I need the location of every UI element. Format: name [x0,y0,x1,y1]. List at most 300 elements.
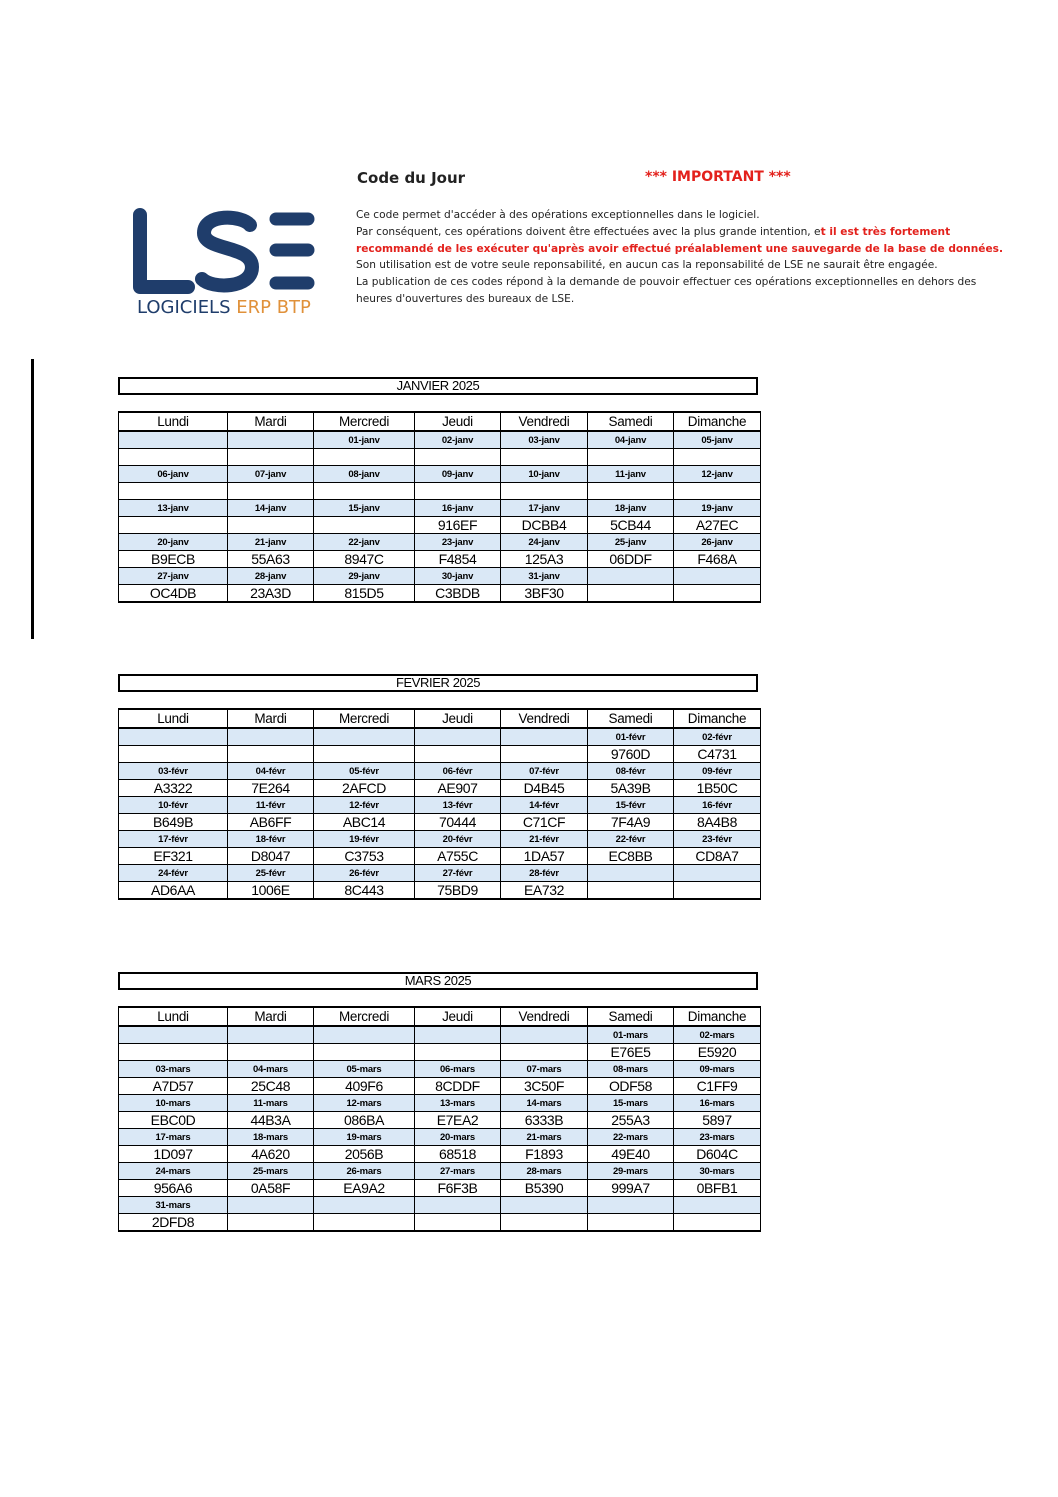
weekday-header-row [119,412,761,431]
code-cell [674,449,761,466]
date-cell: 28-mars [501,1163,588,1180]
date-cell [415,1197,501,1214]
code-cell: E5920 [674,1044,761,1061]
code-row [119,882,761,900]
date-cell: 22-mars [588,1129,674,1146]
date-cell: 07-mars [501,1061,588,1078]
date-cell: 16-janv [415,500,501,517]
weekday-header: Mardi [228,709,314,728]
date-row [119,534,761,551]
date-cell: 27-févr [415,865,501,882]
date-cell: 02-mars [674,1026,761,1044]
code-cell [588,483,674,500]
code-cell: 68518 [415,1146,501,1163]
code-cell: 086BA [314,1112,415,1129]
weekday-header: Jeudi [415,1007,501,1026]
date-cell: 15-mars [588,1095,674,1112]
margin-bar [31,359,34,639]
code-cell [501,746,588,763]
code-cell: A755C [415,848,501,865]
code-cell: AE907 [415,780,501,797]
notice-line-2-a: Par conséquent, ces opérations doivent être effectuées avec la plus grande intention, e [356,225,821,238]
code-cell: ODF58 [588,1078,674,1095]
code-cell: 7E264 [228,780,314,797]
code-cell: F6F3B [415,1180,501,1197]
date-cell: 09-janv [415,466,501,483]
code-cell [228,483,314,500]
code-cell: 255A3 [588,1112,674,1129]
code-cell: 06DDF [588,551,674,568]
date-cell: 10-mars [119,1095,228,1112]
code-cell: 916EF [415,517,501,534]
date-row [119,797,761,814]
notice-line-3: recommandé de les exécuter qu'après avoir effectué préalablement une sauvegarde de la base de données. [356,242,1003,255]
weekday-header: Lundi [119,1007,228,1026]
date-cell: 10-janv [501,466,588,483]
date-row [119,763,761,780]
date-cell: 03-févr [119,763,228,780]
date-cell: 03-janv [501,431,588,449]
date-row [119,500,761,517]
code-cell [501,1044,588,1061]
code-cell: C1FF9 [674,1078,761,1095]
code-cell: EF321 [119,848,228,865]
date-cell: 01-mars [588,1026,674,1044]
code-cell: 0BFB1 [674,1180,761,1197]
code-cell: 6333B [501,1112,588,1129]
code-cell [314,449,415,466]
date-cell: 27-mars [415,1163,501,1180]
code-cell: 70444 [415,814,501,831]
code-cell [228,517,314,534]
date-cell [674,865,761,882]
date-cell: 06-mars [415,1061,501,1078]
code-cell: 956A6 [119,1180,228,1197]
lse-logo-mark [132,207,332,297]
date-cell [501,1026,588,1044]
date-cell [314,1197,415,1214]
code-cell [415,483,501,500]
date-row [119,1129,761,1146]
code-cell: 4A620 [228,1146,314,1163]
code-cell: 3C50F [501,1078,588,1095]
date-cell: 19-mars [314,1129,415,1146]
code-cell: E76E5 [588,1044,674,1061]
code-cell: 1B50C [674,780,761,797]
date-cell: 29-mars [588,1163,674,1180]
code-cell: 25C48 [228,1078,314,1095]
date-cell: 19-févr [314,831,415,848]
weekday-header: Mercredi [314,1007,415,1026]
code-cell [674,585,761,603]
date-row [119,1095,761,1112]
month-title: FEVRIER 2025 [118,674,758,692]
code-cell: 8947C [314,551,415,568]
logo-subtitle-line2: ERP BTP [236,297,311,318]
date-cell: 31-janv [501,568,588,585]
code-cell: C4731 [674,746,761,763]
date-cell: 25-févr [228,865,314,882]
date-cell: 26-janv [674,534,761,551]
date-cell: 13-janv [119,500,228,517]
code-cell: F1893 [501,1146,588,1163]
date-cell: 11-mars [228,1095,314,1112]
calendar-table [118,708,761,900]
weekday-header: Dimanche [674,709,761,728]
date-cell: 14-mars [501,1095,588,1112]
code-cell [228,1044,314,1061]
code-cell: 815D5 [314,585,415,603]
weekday-header: Samedi [588,709,674,728]
code-row [119,517,761,534]
date-cell: 22-févr [588,831,674,848]
date-cell: 05-janv [674,431,761,449]
date-cell: 23-janv [415,534,501,551]
page-title: Code du Jour [357,169,466,187]
date-cell: 06-janv [119,466,228,483]
date-cell [314,1026,415,1044]
code-cell: 2AFCD [314,780,415,797]
code-cell: A27EC [674,517,761,534]
code-cell: 5A39B [588,780,674,797]
code-row [119,1078,761,1095]
logo-subtitle [137,297,311,318]
date-cell: 19-janv [674,500,761,517]
date-cell [228,431,314,449]
code-cell: 0A58F [228,1180,314,1197]
date-cell [501,1197,588,1214]
notice-text [356,207,1003,308]
code-cell [588,1214,674,1232]
date-cell: 16-mars [674,1095,761,1112]
date-cell [119,728,228,746]
month-title: MARS 2025 [118,972,758,990]
date-cell: 11-févr [228,797,314,814]
date-cell [119,1026,228,1044]
code-cell: 5897 [674,1112,761,1129]
code-cell: 75BD9 [415,882,501,900]
date-cell [228,1026,314,1044]
weekday-header: Samedi [588,412,674,431]
weekday-header: Lundi [119,412,228,431]
date-cell: 28-févr [501,865,588,882]
date-row [119,1197,761,1214]
code-cell [314,517,415,534]
weekday-header: Vendredi [501,412,588,431]
code-cell [415,746,501,763]
date-row [119,865,761,882]
date-cell: 12-févr [314,797,415,814]
code-cell: EBC0D [119,1112,228,1129]
code-cell: 55A63 [228,551,314,568]
code-cell [588,449,674,466]
date-cell [588,568,674,585]
weekday-header: Mercredi [314,709,415,728]
code-cell: 2DFD8 [119,1214,228,1232]
date-cell [415,1026,501,1044]
calendar-table [118,411,761,603]
code-row [119,585,761,603]
code-cell: AD6AA [119,882,228,900]
date-cell: 07-févr [501,763,588,780]
weekday-header: Samedi [588,1007,674,1026]
date-cell: 07-janv [228,466,314,483]
date-cell: 25-janv [588,534,674,551]
code-row [119,1044,761,1061]
date-cell: 15-janv [314,500,415,517]
code-cell: 49E40 [588,1146,674,1163]
date-cell: 17-mars [119,1129,228,1146]
date-row [119,568,761,585]
date-cell: 24-mars [119,1163,228,1180]
code-cell: B5390 [501,1180,588,1197]
code-row [119,483,761,500]
date-cell: 23-févr [674,831,761,848]
date-cell: 02-janv [415,431,501,449]
date-row [119,831,761,848]
date-cell: 12-mars [314,1095,415,1112]
code-cell [119,517,228,534]
date-row [119,1061,761,1078]
weekday-header: Mardi [228,1007,314,1026]
code-cell [501,449,588,466]
date-cell: 20-janv [119,534,228,551]
date-cell: 10-févr [119,797,228,814]
date-cell: 11-janv [588,466,674,483]
code-cell [501,483,588,500]
code-cell: D604C [674,1146,761,1163]
code-cell: C3753 [314,848,415,865]
code-cell [674,1214,761,1232]
code-row [119,848,761,865]
code-cell [415,449,501,466]
code-cell: 8CDDF [415,1078,501,1095]
code-cell: DCBB4 [501,517,588,534]
month-title: JANVIER 2025 [118,377,758,395]
code-cell [119,483,228,500]
code-cell: 3BF30 [501,585,588,603]
code-cell: ABC14 [314,814,415,831]
date-cell: 08-mars [588,1061,674,1078]
date-cell: 02-févr [674,728,761,746]
date-cell: 21-mars [501,1129,588,1146]
code-cell [119,746,228,763]
code-row [119,449,761,466]
code-cell: B649B [119,814,228,831]
date-cell [228,728,314,746]
date-cell: 22-janv [314,534,415,551]
date-cell [501,728,588,746]
code-cell: F468A [674,551,761,568]
notice-line-4: Son utilisation est de votre seule reponsabilité, en aucun cas la reponsabilité de LSE ne saurait être engagée. [356,259,938,272]
date-cell: 30-mars [674,1163,761,1180]
code-cell [228,1214,314,1232]
weekday-header: Mercredi [314,412,415,431]
notice-line-2-b: t il est très fortement [820,225,951,238]
date-cell: 12-janv [674,466,761,483]
weekday-header: Vendredi [501,1007,588,1026]
date-cell: 30-janv [415,568,501,585]
notice-line-2 [356,224,966,241]
code-cell [588,585,674,603]
date-cell: 05-févr [314,763,415,780]
date-cell: 26-mars [314,1163,415,1180]
date-cell: 06-févr [415,763,501,780]
date-row [119,1163,761,1180]
code-cell [314,1214,415,1232]
code-cell [314,483,415,500]
date-cell [119,431,228,449]
important-label: *** IMPORTANT *** [645,169,791,185]
code-row [119,1214,761,1232]
date-row [119,431,761,449]
logo-subtitle-line1: LOGICIELS [137,297,231,318]
date-row [119,1026,761,1044]
date-cell [314,728,415,746]
date-cell: 13-févr [415,797,501,814]
code-cell: EA732 [501,882,588,900]
code-cell [314,746,415,763]
date-cell [588,865,674,882]
date-cell: 18-févr [228,831,314,848]
code-cell: D8047 [228,848,314,865]
code-cell: CD8A7 [674,848,761,865]
weekday-header: Dimanche [674,1007,761,1026]
notice-line-6: heures d'ouvertures des bureaux de LSE. [356,292,575,305]
date-cell: 25-mars [228,1163,314,1180]
date-cell [228,1197,314,1214]
code-cell: C71CF [501,814,588,831]
date-cell: 28-janv [228,568,314,585]
date-cell: 31-mars [119,1197,228,1214]
code-cell: OC4DB [119,585,228,603]
code-cell [415,1044,501,1061]
code-cell [119,1044,228,1061]
code-cell: 1006E [228,882,314,900]
date-cell: 05-mars [314,1061,415,1078]
date-cell: 04-janv [588,431,674,449]
date-cell: 17-janv [501,500,588,517]
date-cell: 21-févr [501,831,588,848]
code-cell: E7EA2 [415,1112,501,1129]
date-cell: 15-févr [588,797,674,814]
date-cell: 27-janv [119,568,228,585]
weekday-header: Vendredi [501,709,588,728]
code-row [119,780,761,797]
code-cell: 23A3D [228,585,314,603]
date-cell: 14-févr [501,797,588,814]
weekday-header-row [119,1007,761,1026]
date-cell: 23-mars [674,1129,761,1146]
date-cell: 26-févr [314,865,415,882]
code-cell: C3BDB [415,585,501,603]
code-row [119,1180,761,1197]
weekday-header: Mardi [228,412,314,431]
date-cell: 01-janv [314,431,415,449]
code-cell: 125A3 [501,551,588,568]
date-row [119,466,761,483]
date-cell: 09-mars [674,1061,761,1078]
date-cell: 08-févr [588,763,674,780]
date-cell: 01-févr [588,728,674,746]
code-cell: 44B3A [228,1112,314,1129]
date-row [119,728,761,746]
date-cell: 24-janv [501,534,588,551]
code-cell: A7D57 [119,1078,228,1095]
date-cell [415,728,501,746]
date-cell [674,1197,761,1214]
date-cell: 14-janv [228,500,314,517]
date-cell: 16-févr [674,797,761,814]
date-cell: 09-févr [674,763,761,780]
code-cell: 409F6 [314,1078,415,1095]
code-cell: 1D097 [119,1146,228,1163]
code-row [119,814,761,831]
code-cell: F4854 [415,551,501,568]
date-cell: 20-mars [415,1129,501,1146]
code-cell: 999A7 [588,1180,674,1197]
notice-line-1: Ce code permet d'accéder à des opérations exceptionnelles dans le logiciel. [356,209,760,221]
date-cell: 29-janv [314,568,415,585]
date-cell: 13-mars [415,1095,501,1112]
code-cell [674,483,761,500]
date-cell: 03-mars [119,1061,228,1078]
code-cell [119,449,228,466]
date-cell: 18-janv [588,500,674,517]
weekday-header: Lundi [119,709,228,728]
date-cell: 24-févr [119,865,228,882]
date-cell: 17-févr [119,831,228,848]
date-cell: 20-févr [415,831,501,848]
code-cell [415,1214,501,1232]
code-cell: D4B45 [501,780,588,797]
weekday-header: Jeudi [415,412,501,431]
code-cell: 9760D [588,746,674,763]
date-cell: 04-mars [228,1061,314,1078]
code-cell: AB6FF [228,814,314,831]
code-row [119,1146,761,1163]
code-cell: 8A4B8 [674,814,761,831]
date-cell: 08-janv [314,466,415,483]
code-cell: 2056B [314,1146,415,1163]
weekday-header-row [119,709,761,728]
code-cell: 8C443 [314,882,415,900]
code-cell: EA9A2 [314,1180,415,1197]
code-cell: 7F4A9 [588,814,674,831]
code-cell: 5CB44 [588,517,674,534]
date-cell: 04-févr [228,763,314,780]
weekday-header: Dimanche [674,412,761,431]
code-cell: 1DA57 [501,848,588,865]
code-cell: B9ECB [119,551,228,568]
code-cell [588,882,674,900]
code-row [119,746,761,763]
code-cell [314,1044,415,1061]
code-cell: A3322 [119,780,228,797]
date-cell [588,1197,674,1214]
code-row [119,551,761,568]
notice-line-5: La publication de ces codes répond à la demande de pouvoir effectuer ces opérations exceptionnelles en dehors des [356,276,977,289]
code-cell [228,449,314,466]
code-cell [228,746,314,763]
calendar-table [118,1006,761,1232]
date-cell: 18-mars [228,1129,314,1146]
date-cell: 21-janv [228,534,314,551]
date-cell [674,568,761,585]
code-row [119,1112,761,1129]
code-cell [501,1214,588,1232]
weekday-header: Jeudi [415,709,501,728]
